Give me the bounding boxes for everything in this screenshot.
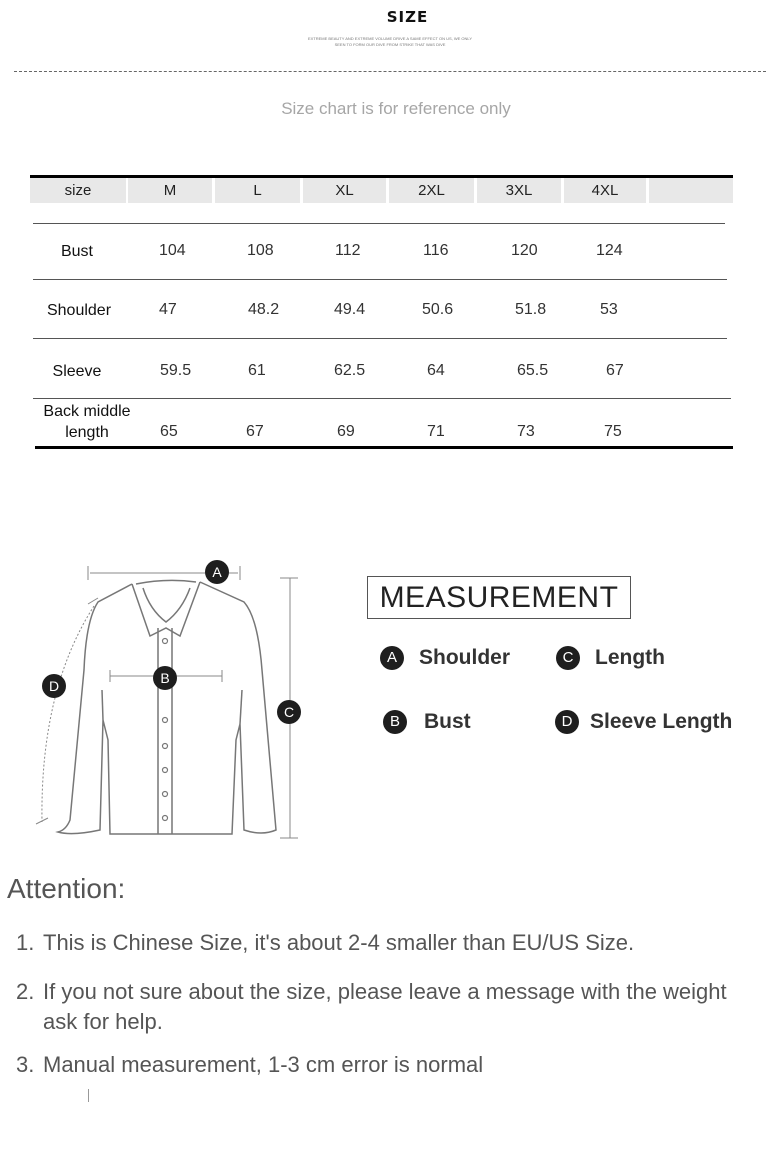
- page-title: SIZE: [386, 8, 429, 26]
- table-cell: 108: [247, 242, 274, 259]
- table-cell: 104: [159, 242, 186, 259]
- marker-b-label: B: [160, 670, 170, 686]
- marker-c: [277, 700, 301, 724]
- marker-c-label: C: [283, 704, 295, 720]
- measure-guides: [36, 566, 298, 838]
- row-label-sleeve: Sleeve: [52, 363, 102, 380]
- marker-a: [205, 560, 229, 584]
- reference-note: Size chart is for reference only: [281, 99, 511, 118]
- note-text: This is Chinese Size, it's about 2-4 smaller than EU/US Size.: [43, 930, 635, 955]
- marker-b: [153, 666, 177, 690]
- table-row-divider: [33, 338, 727, 339]
- table-cell: 59.5: [160, 362, 192, 379]
- header-cell-size-2: XL: [303, 178, 386, 203]
- badge-a-icon: A: [380, 646, 404, 670]
- table-cell: 73: [517, 423, 535, 440]
- table-cell: 71: [427, 423, 445, 440]
- attention-note: [16, 928, 766, 958]
- marker-d: [42, 674, 66, 698]
- legend-label: Bust: [424, 710, 471, 733]
- table-cell: 50.6: [422, 301, 454, 318]
- shirt-diagram: [0, 540, 340, 850]
- subtitle-line-2: SEEN TO FORM OUR DIVE FROM STRIKE THAT WAS DIVE: [334, 42, 446, 47]
- table-bottom-border: [35, 446, 733, 449]
- button-icons: [163, 639, 168, 821]
- table-cell: 49.4: [334, 301, 366, 318]
- table-cell: 75: [604, 423, 622, 440]
- marker-d-label: D: [48, 678, 60, 694]
- legend-item-sleeve-length: [555, 710, 732, 734]
- table-cell: 112: [335, 242, 361, 259]
- legend-item-length: [556, 646, 665, 670]
- row-label-shoulder: Shoulder: [46, 302, 112, 319]
- header-cell-size-5: 4XL: [564, 178, 646, 203]
- table-cell: 116: [423, 242, 449, 259]
- header-cell-size-1: L: [215, 178, 300, 203]
- row-label-back-middle-length: [36, 401, 138, 443]
- table-cell: 62.5: [334, 362, 366, 379]
- table-cell: 53: [600, 301, 618, 318]
- table-cell: 67: [246, 423, 264, 440]
- badge-d-icon: D: [555, 710, 579, 734]
- table-cell: 124: [596, 242, 623, 259]
- note-number: 3.: [16, 1052, 35, 1077]
- badge-c-icon: C: [556, 646, 580, 670]
- attention-heading: Attention:: [7, 873, 126, 904]
- measurement-title: MEASUREMENT: [379, 581, 619, 614]
- legend-label: Length: [595, 646, 665, 669]
- legend-item-shoulder: [380, 646, 510, 670]
- table-cell: 61: [248, 362, 266, 379]
- note-number: 1.: [16, 930, 35, 955]
- header-cell-blank: [649, 178, 733, 203]
- cursor-mark: [88, 1089, 89, 1102]
- attention-note: [16, 1050, 766, 1080]
- header-cell-size-0: M: [128, 178, 212, 203]
- page-subtitle: [300, 36, 480, 48]
- row-label-line-1: Back middle: [43, 403, 131, 420]
- header-cell-size-4: 3XL: [477, 178, 561, 203]
- header-cell-size: size: [30, 178, 126, 203]
- row-label-line-2: length: [65, 424, 109, 441]
- table-row-divider: [33, 279, 727, 280]
- table-cell: 51.8: [515, 301, 547, 318]
- note-text: If you not sure about the size, please leave a message with the weight ask for help.: [43, 979, 727, 1034]
- attention-note: [16, 977, 766, 1037]
- legend-label: Shoulder: [419, 646, 511, 669]
- dashed-divider: [14, 71, 766, 72]
- table-header-row: [30, 178, 733, 205]
- table-cell: 69: [337, 423, 355, 440]
- row-label-bust: Bust: [60, 243, 93, 260]
- table-row-divider: [33, 223, 725, 224]
- badge-b-icon: B: [383, 710, 407, 734]
- note-text: Manual measurement, 1-3 cm error is normal: [43, 1052, 484, 1077]
- note-number: 2.: [16, 979, 35, 1004]
- table-cell: 65: [160, 423, 178, 440]
- table-cell: 64: [427, 362, 445, 379]
- table-cell: 47: [159, 301, 177, 318]
- legend-item-bust: [383, 710, 471, 734]
- measurement-title-box: [367, 576, 631, 619]
- table-cell: 67: [606, 362, 624, 379]
- table-cell: 65.5: [517, 362, 549, 379]
- marker-a-label: A: [212, 564, 222, 580]
- subtitle-line-1: EXTREME BEAUTY AND EXTREME VOLUME DRIVE A SAME EFFECT ON US, WE ONLY: [307, 36, 473, 41]
- table-cell: 48.2: [248, 301, 280, 318]
- table-row-divider: [33, 398, 731, 399]
- legend-label: Sleeve Length: [590, 710, 733, 733]
- header-cell-size-3: 2XL: [389, 178, 474, 203]
- table-cell: 120: [511, 242, 538, 259]
